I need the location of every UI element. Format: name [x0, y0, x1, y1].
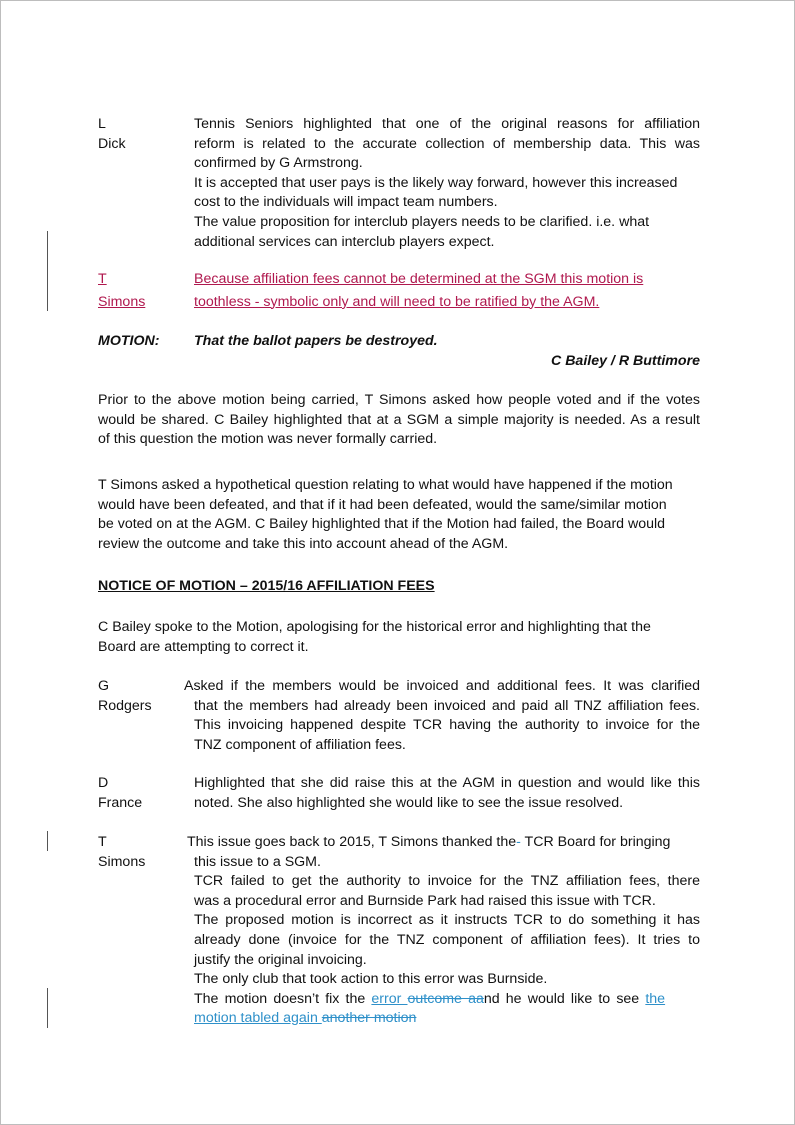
- motion-label: MOTION:: [98, 333, 160, 349]
- motion-text: That the ballot papers be destroyed.: [194, 333, 438, 349]
- deleted-text: outcome aa: [407, 990, 484, 1007]
- change-bar: [47, 831, 48, 851]
- text-line: be voted on at the AGM. C Bailey highlighted that if the Motion had failed, the Board would: [98, 516, 666, 533]
- motion-movers: C Bailey / R Buttimore: [551, 352, 700, 369]
- text-line: [187, 833, 700, 853]
- text-line: Asked if the members would be invoiced and additional fees. It was clarified: [184, 678, 700, 694]
- speaker-name: D France: [98, 775, 143, 811]
- text-line: C Bailey spoke to the Motion, apologising for the historical error and highlighting that the: [98, 619, 651, 635]
- text-line: TNZ component of affiliation fees.: [194, 736, 406, 753]
- text-line: Highlighted that she did raise this at the AGM in question and would like this: [194, 775, 700, 791]
- section-heading: NOTICE OF MOTION – 2015/16 AFFILIATION FEES: [98, 578, 435, 594]
- text-line: would have been defeated, and that if it had been defeated, would the same/similar motion: [98, 496, 667, 513]
- deleted-text: -: [516, 834, 521, 850]
- text-line: additional services can interclub players expect.: [194, 233, 495, 250]
- text-line: The value proposition for interclub players needs to be clarified. i.e. what: [194, 213, 650, 230]
- entry-text: [187, 833, 700, 1029]
- paragraph: [98, 476, 700, 554]
- text-line: noted. She also highlighted she would like to see the issue resolved.: [194, 794, 624, 811]
- text-line: justify the original invoicing.: [194, 951, 367, 968]
- text-line: was a procedural error and Burnside Park had raised this issue with TCR.: [194, 892, 656, 909]
- inserted-text: error: [371, 990, 408, 1007]
- text-line: Tennis Seniors highlighted that one of the original reasons for affiliation: [194, 116, 700, 132]
- entry-text: [194, 774, 700, 813]
- text-segment: nd he would like to see: [483, 990, 646, 1007]
- change-bar: [47, 988, 48, 1028]
- text-line: T Simons asked a hypothetical question relating to what would have happened if the motion: [98, 477, 673, 493]
- text-line: It is accepted that user pays is the likely way forward, however this increased: [194, 174, 678, 191]
- text-line: Board are attempting to correct it.: [98, 638, 309, 655]
- text-line: This invoicing happened despite TCR having the authority to invoice for the: [194, 717, 700, 734]
- tracked-line: Because affiliation fees cannot be determined at the SGM this motion is: [194, 271, 644, 287]
- speaker-name: T Simons: [98, 834, 146, 870]
- text-line: already done (invoice for the TNZ component of affiliation fees). It tries to: [194, 931, 700, 948]
- inserted-text: motion tabled again: [194, 1010, 322, 1027]
- text-line: that the members had already been invoiced and paid all TNZ affiliation fees.: [194, 697, 700, 714]
- speaker-name: T Simons: [98, 271, 146, 310]
- speaker-name: G Rodgers: [98, 678, 152, 714]
- entry-text: [194, 268, 714, 313]
- text-line: cost to the individuals will impact team numbers.: [194, 194, 498, 211]
- text-segment: TCR Board for bringing: [520, 834, 671, 850]
- paragraph: [98, 618, 700, 657]
- text-segment: The motion doesn’t fix the: [194, 990, 372, 1007]
- deleted-text: another motion: [321, 1010, 417, 1027]
- text-line: The proposed motion is incorrect as it instructs TCR to do something it has: [194, 912, 700, 929]
- text-line: this issue to a SGM.: [194, 853, 321, 870]
- tracked-line: toothless - symbolic only and will need to be ratified by the AGM.: [194, 293, 600, 310]
- text-line: Prior to the above motion being carried, T Simons asked how people voted and if the votes: [98, 392, 700, 408]
- text-line: The only club that took action to this error was Burnside.: [194, 971, 548, 988]
- paragraph: [98, 391, 700, 450]
- text-line: [194, 1009, 700, 1029]
- text-line: of this question the motion was never formally carried.: [98, 431, 438, 448]
- text-line: would be shared. C Bailey highlighted that at a SGM a simple majority is needed. As a result: [98, 411, 700, 428]
- entry-text: [194, 115, 700, 252]
- text-segment: [187, 833, 670, 853]
- text-line: review the outcome and take this into account ahead of the AGM.: [98, 535, 509, 552]
- inserted-text: the: [645, 990, 666, 1007]
- text-line: reform is related to the accurate collection of membership data. This was: [194, 135, 700, 152]
- text-line: confirmed by G Armstrong.: [194, 155, 363, 172]
- text-line: [194, 990, 708, 1010]
- speaker-name: L Dick: [98, 116, 126, 152]
- entry-text: [184, 677, 700, 755]
- change-bar: [47, 231, 48, 311]
- text-line: TCR failed to get the authority to invoice for the TNZ affiliation fees, there: [194, 873, 700, 890]
- text-segment: This issue goes back to 2015, T Simons thanked the: [187, 834, 517, 850]
